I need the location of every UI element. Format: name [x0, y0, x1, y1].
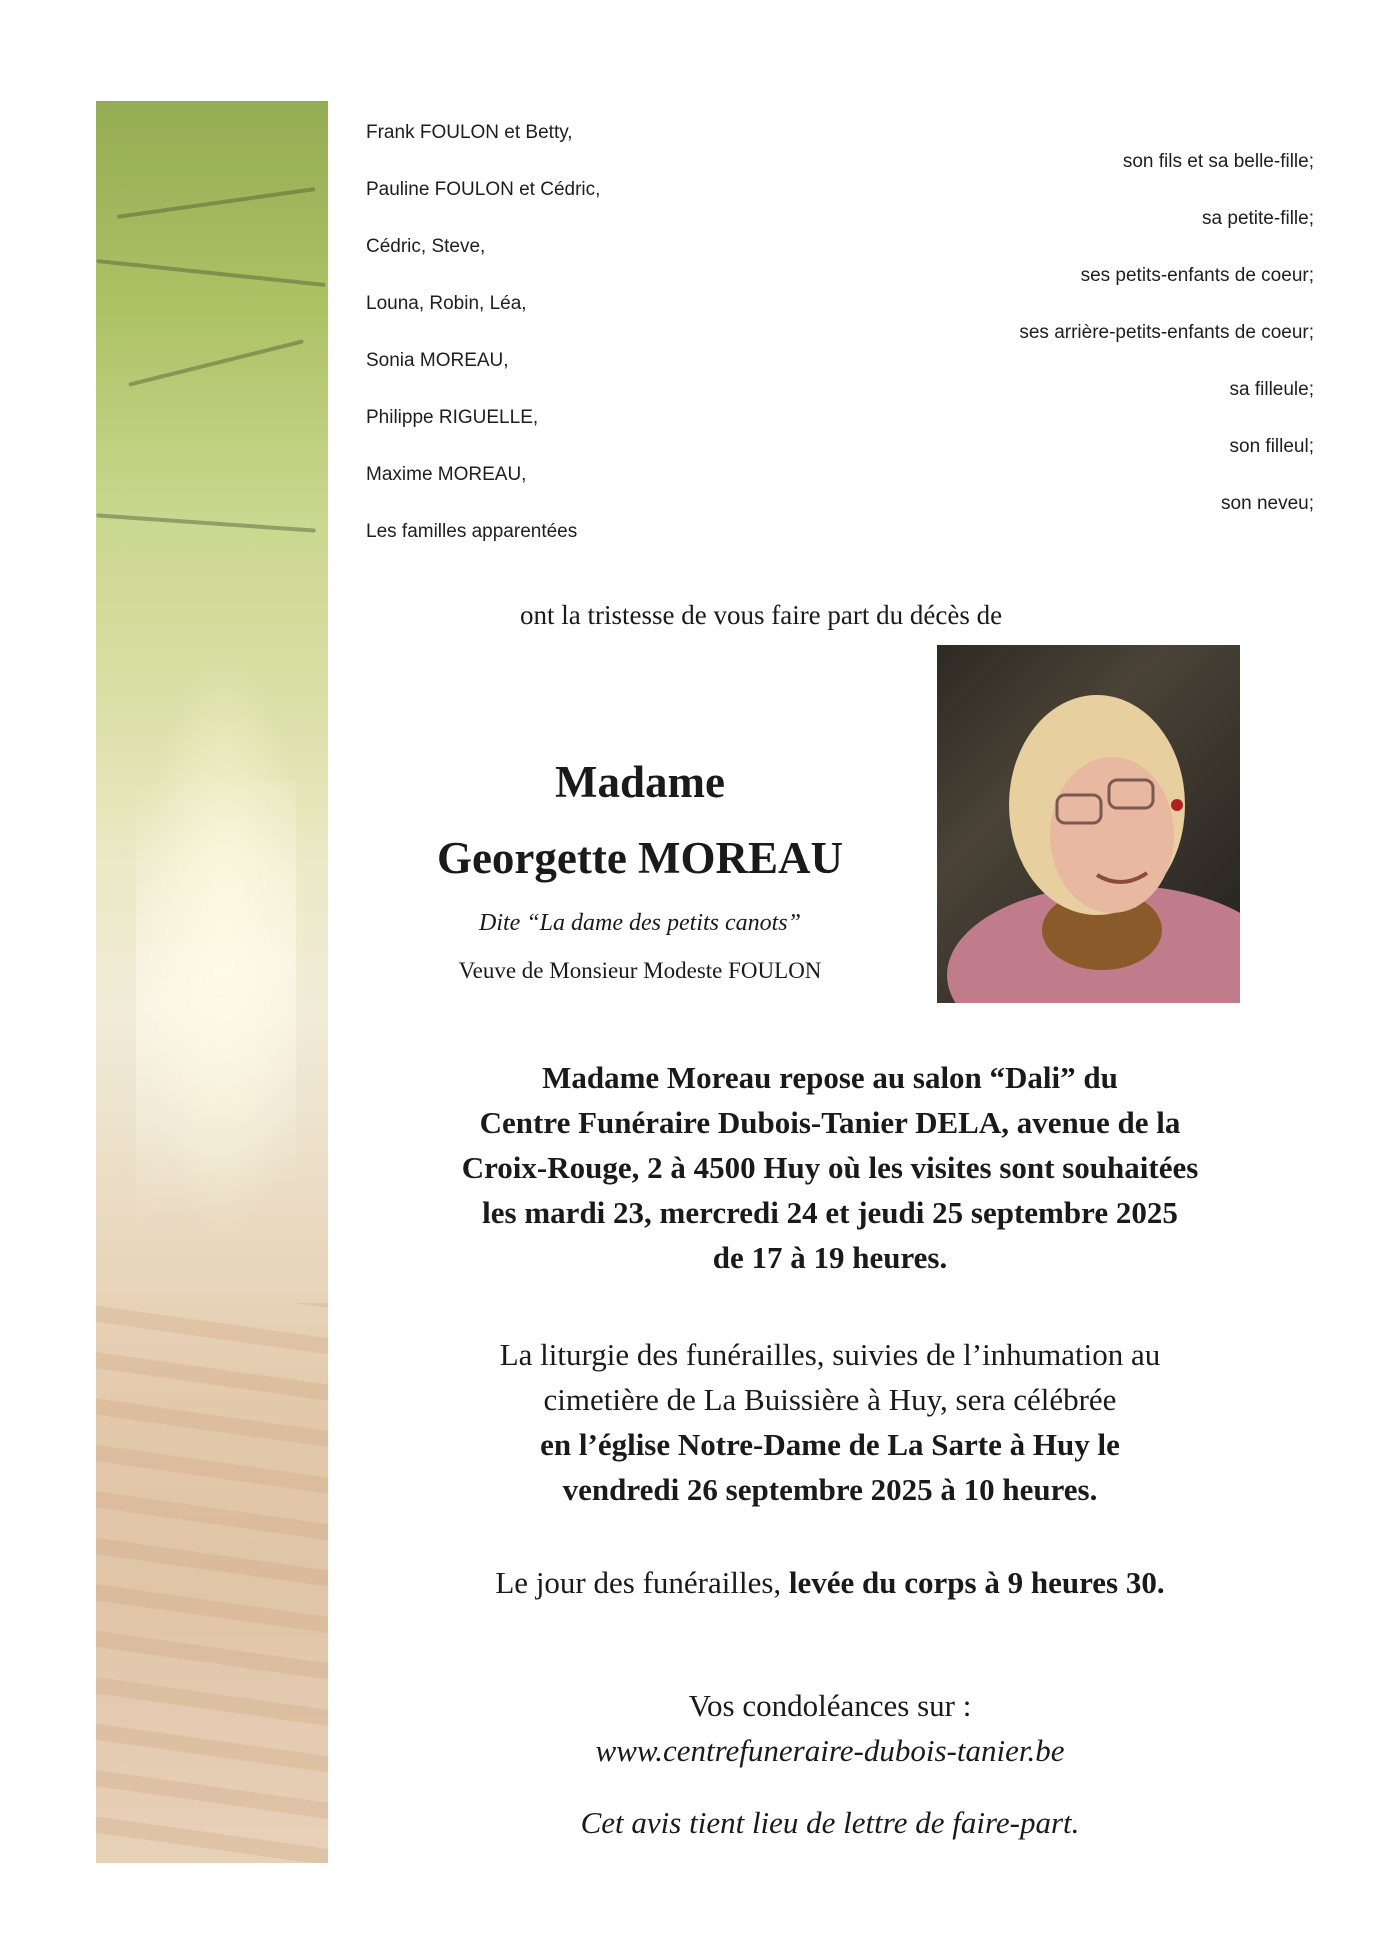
website-link[interactable]: www.centrefuneraire-dubois-tanier.be — [595, 1733, 1065, 1768]
visitation-line-5: de 17 à 19 heures. — [712, 1240, 948, 1275]
levee-text: Le jour des funérailles, — [495, 1565, 789, 1600]
family-relation-3: ses petits-enfants de coeur; — [1080, 265, 1314, 286]
visitation-line-1: Madame Moreau repose au salon “Dali” du — [542, 1060, 1118, 1095]
funeral-liturgy-info — [360, 1332, 1300, 1512]
liturgy-line-3: en l’église Notre-Dame de La Sarte à Huy le — [540, 1427, 1120, 1462]
deceased-nickname: Dite “La dame des petits canots” — [479, 910, 801, 936]
family-name-7: Maxime MOREAU, — [366, 464, 527, 485]
family-name-8: Les familles apparentées — [366, 521, 578, 542]
family-name-1: Frank FOULON et Betty, — [366, 122, 573, 143]
portrait-photo — [937, 645, 1240, 1003]
visitation-line-4: les mardi 23, mercredi 24 et jeudi 25 septembre 2025 — [482, 1195, 1178, 1230]
family-name-2: Pauline FOULON et Cédric, — [366, 179, 601, 200]
family-relation-5: sa filleule; — [1229, 379, 1314, 400]
visitation-line-2: Centre Funéraire Dubois-Tanier DELA, avenue de la — [479, 1105, 1181, 1140]
family-relation-1: son fils et sa belle-fille; — [1122, 151, 1314, 172]
family-name-6: Philippe RIGUELLE, — [366, 407, 539, 428]
deceased-title: Madame — [555, 757, 725, 807]
family-name-3: Cédric, Steve, — [366, 236, 486, 257]
visitation-info — [360, 1055, 1300, 1280]
liturgy-line-4: vendredi 26 septembre 2025 à 10 heures. — [562, 1472, 1098, 1507]
visitation-line-3: Croix-Rouge, 2 à 4500 Huy où les visites sont souhaitées — [461, 1150, 1199, 1185]
liturgy-line-2: cimetière de La Buissière à Huy, sera célébrée — [543, 1382, 1117, 1417]
condolences-label: Vos condoléances sur : — [688, 1688, 972, 1723]
family-name-5: Sonia MOREAU, — [366, 350, 509, 371]
family-relation-6: son filleul; — [1229, 436, 1314, 457]
family-relation-7: son neveu; — [1221, 493, 1314, 514]
notice-statement: Cet avis tient lieu de lettre de faire-part. — [580, 1805, 1080, 1840]
family-relation-2: sa petite-fille; — [1202, 208, 1314, 229]
liturgy-line-1: La liturgie des funérailles, suivies de l’inhumation au — [499, 1337, 1161, 1372]
family-relation-4: ses arrière-petits-enfants de coeur; — [1019, 322, 1314, 343]
levee-time: levée du corps à 9 heures 30. — [788, 1565, 1165, 1600]
announcement-intro: ont la tristesse de vous faire part du décès de — [520, 600, 1003, 630]
decorative-forest-strip — [96, 101, 328, 1863]
levee-info — [360, 1560, 1300, 1605]
deceased-name: Georgette MOREAU — [436, 833, 844, 883]
family-name-4: Louna, Robin, Léa, — [366, 293, 527, 314]
deceased-widow: Veuve de Monsieur Modeste FOULON — [458, 958, 822, 983]
